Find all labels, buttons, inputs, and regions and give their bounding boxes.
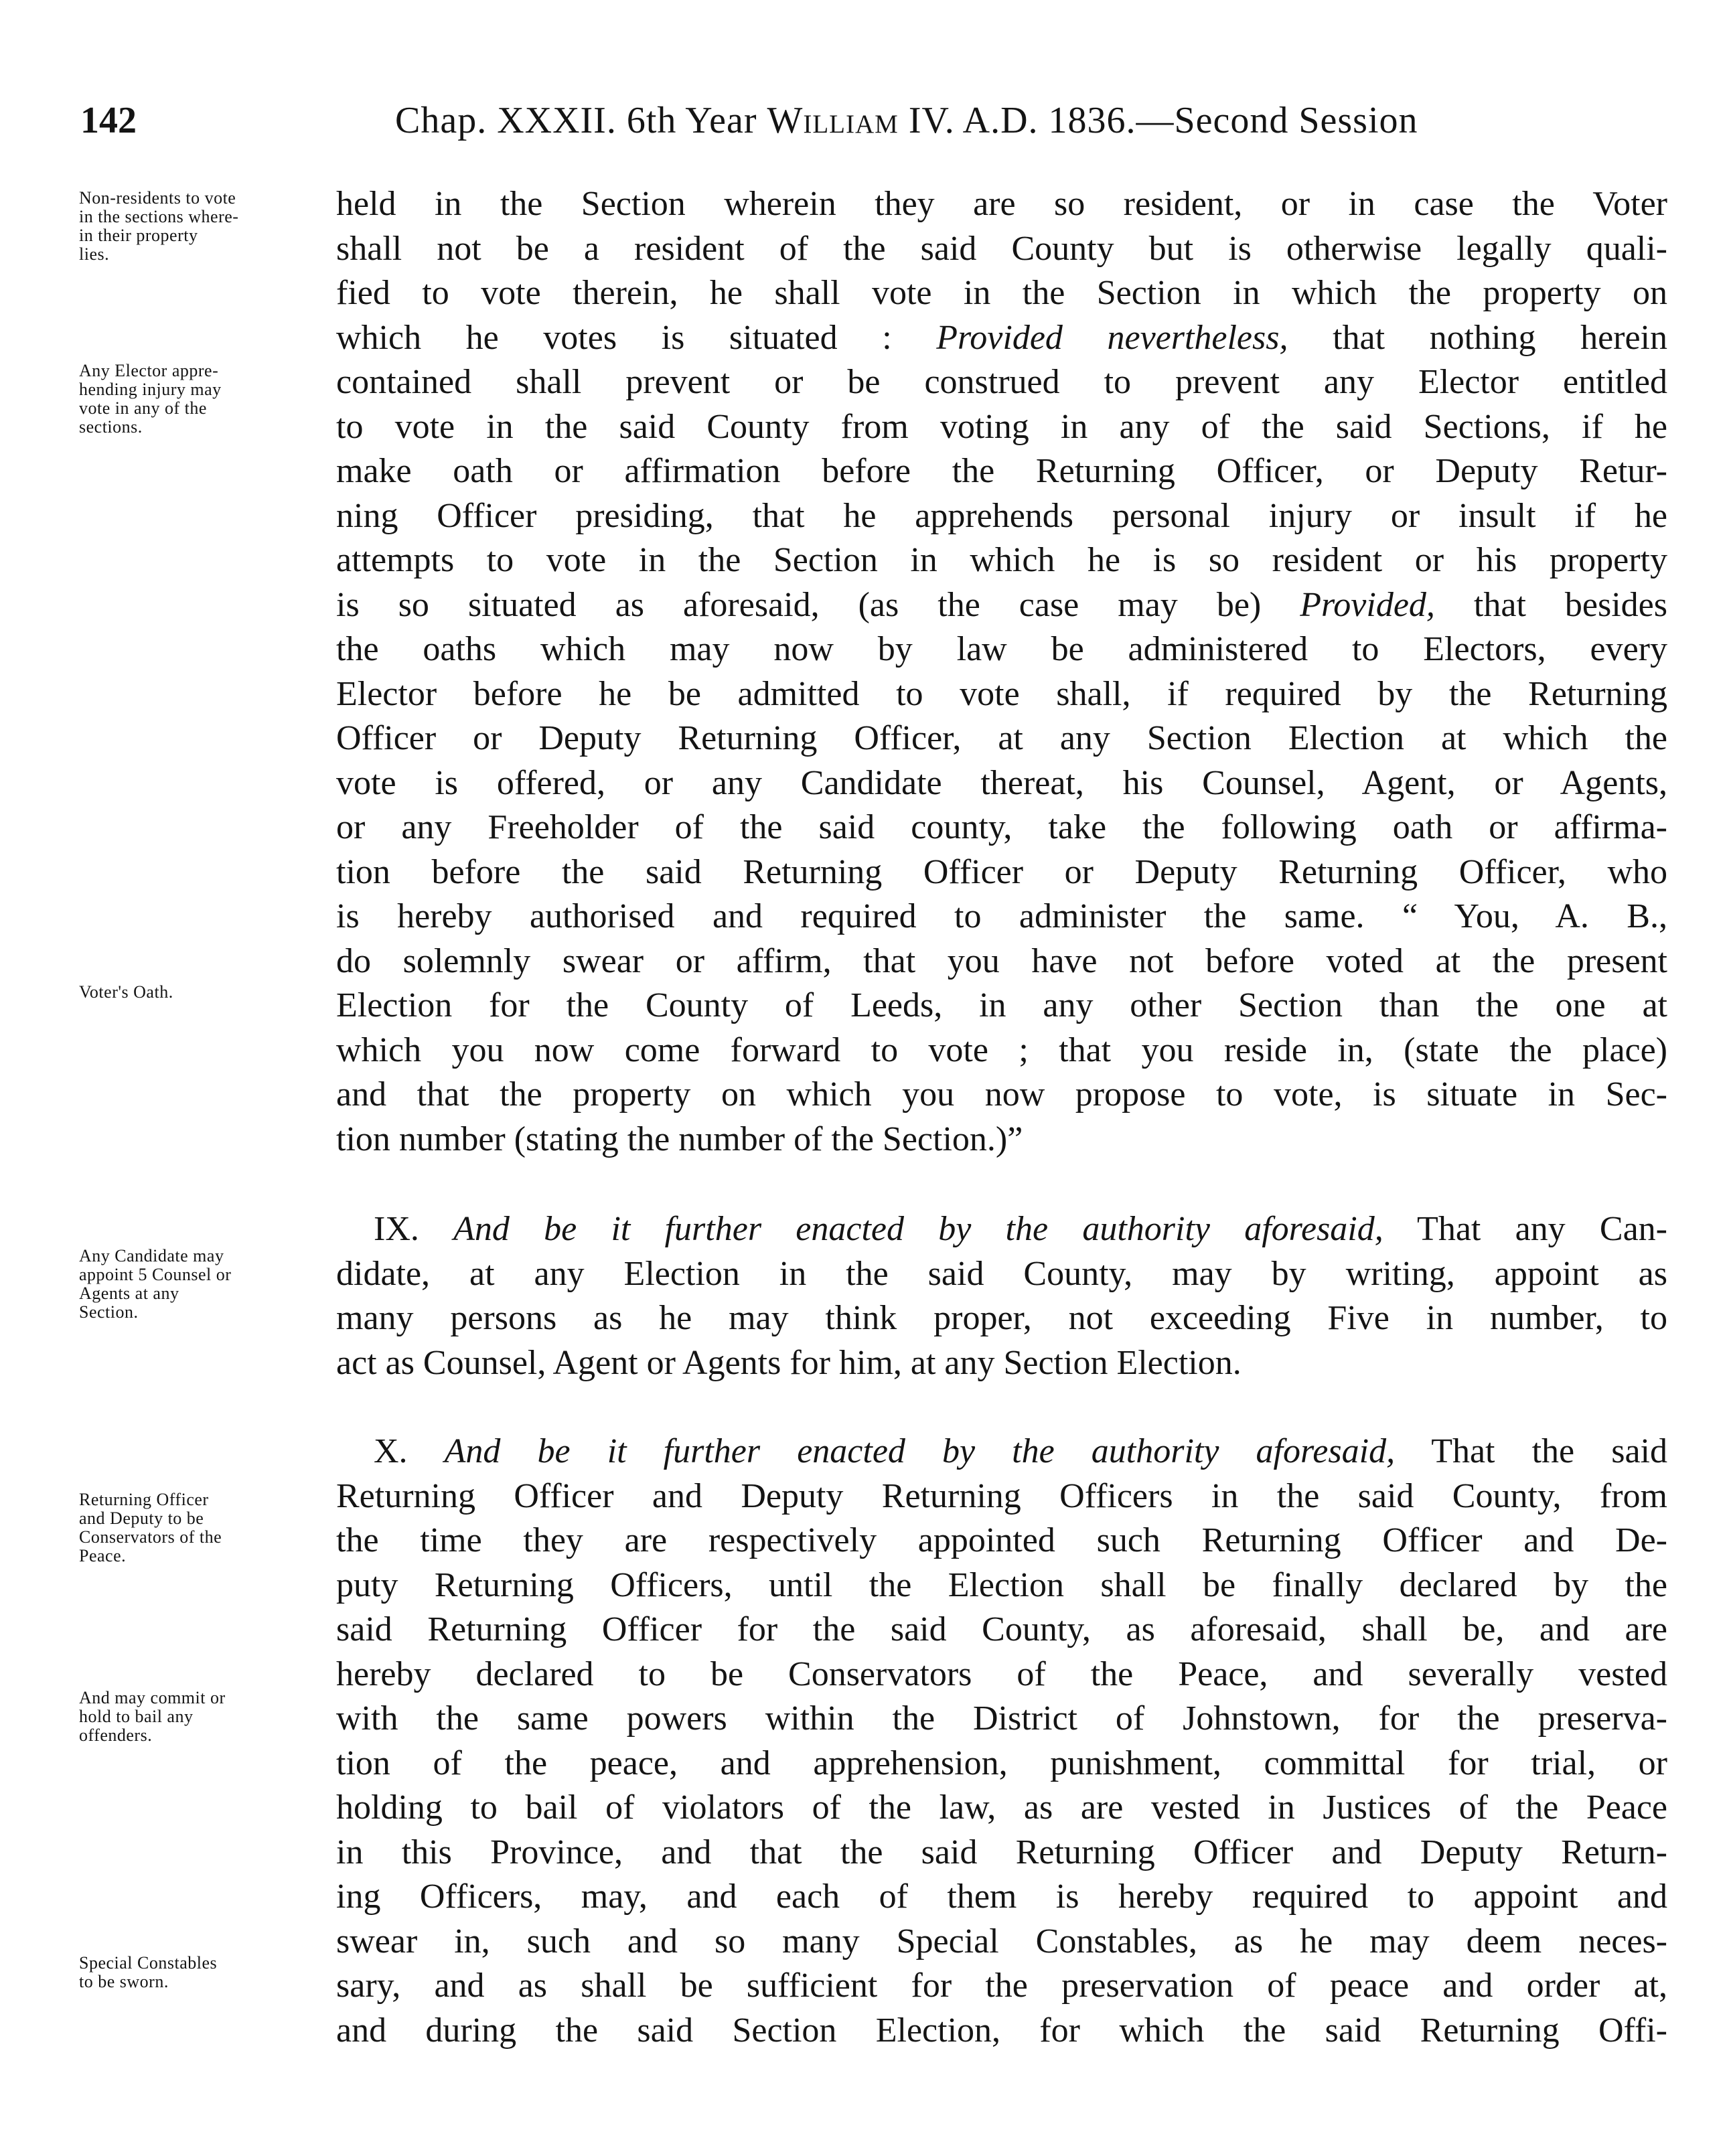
margin-note-voters-oath [79, 983, 333, 1002]
margin-note-line: Any Candidate may [79, 1246, 224, 1265]
margin-note-line: offenders. [79, 1725, 153, 1745]
proviso-italic: Provided nevertheless, [936, 318, 1288, 357]
margin-note-candidate-counsel [79, 1247, 333, 1322]
margin-note-commit-bail [79, 1689, 333, 1745]
text-line: tion before the said Returning Officer or Deputy Returning Officer, who [336, 852, 1667, 891]
margin-note-line: Special Constables [79, 1953, 218, 1973]
paragraph-continued [336, 182, 1667, 1162]
margin-note-line: Agents at any [79, 1284, 179, 1303]
text-line [336, 316, 1667, 361]
text-line: Officer or Deputy Returning Officer, at any Section Election at which the [336, 719, 1667, 757]
text-line: to vote in the said County from voting in any of the said Sections, if he [336, 407, 1667, 446]
text-line: make oath or affirmation before the Returning Officer, or Deputy Retur- [336, 452, 1667, 490]
paragraph-spacer [336, 1162, 1667, 1207]
margin-note-line: Section. [79, 1302, 139, 1322]
margin-note-line: hold to bail any [79, 1707, 194, 1726]
margin-note-line: vote in any of the [79, 398, 207, 418]
text-line: tion number (stating the number of the Section.)” [336, 1120, 1023, 1158]
margin-note-special-constables [79, 1954, 333, 1991]
margin-note-elector-injury [79, 362, 333, 437]
body-text [336, 182, 1667, 2053]
page-number: 142 [80, 100, 137, 141]
text-line: the time they are respectively appointed such Returning Officer and De- [336, 1521, 1667, 1559]
running-head-king: William [767, 100, 899, 141]
text-run: is so situated as aforesaid, (as the case may be) [336, 585, 1300, 624]
text-line: holding to bail of violators of the law, as are vested in Justices of the Peace [336, 1788, 1667, 1827]
margin-note-line: appoint 5 Counsel or [79, 1265, 232, 1284]
text-line: with the same powers within the District of Johnstown, for the preserva- [336, 1699, 1667, 1738]
text-line [336, 1207, 1667, 1252]
text-line: fied to vote therein, he shall vote in the Section in which the property on [336, 274, 1667, 312]
margin-note-line: sections. [79, 417, 143, 437]
margin-note-line: lies. [79, 244, 110, 264]
margin-note-non-residents [79, 189, 333, 264]
text-line: do solemnly swear or affirm, that you have not before voted at the present [336, 941, 1667, 980]
text-line: and during the said Section Election, for which the said Returning Offi- [336, 2011, 1667, 2050]
text-line: Elector before he be admitted to vote shall, if required by the Returning [336, 674, 1667, 713]
text-line: many persons as he may think proper, not exceeding Five in number, to [336, 1299, 1667, 1337]
text-run: That any Can- [1383, 1210, 1667, 1248]
text-line: attempts to vote in the Section in which he is so resident or his property [336, 541, 1667, 579]
section-number: X. [374, 1432, 445, 1470]
margin-note-line: Voter's Oath. [79, 982, 173, 1002]
text-line: didate, at any Election in the said County, may by writing, appoint as [336, 1254, 1667, 1293]
section-number: IX. [374, 1210, 454, 1248]
margin-note-line: and Deputy to be [79, 1509, 204, 1528]
text-line: Returning Officer and Deputy Returning Officers in the said County, from [336, 1476, 1667, 1515]
enacting-clause: And be it further enacted by the authority aforesaid, [444, 1432, 1396, 1470]
text-line: swear in, such and so many Special Constables, as he may deem neces- [336, 1922, 1667, 1960]
text-line: or any Freeholder of the said county, take the following oath or affirma- [336, 808, 1667, 846]
margin-note-line: in their property [79, 226, 198, 245]
text-line: hereby declared to be Conservators of the Peace, and severally vested [336, 1654, 1667, 1693]
text-line: sary, and as shall be sufficient for the preservation of peace and order at, [336, 1967, 1667, 2005]
text-run: which he votes is situated : [336, 318, 937, 357]
margin-note-line: Returning Officer [79, 1490, 209, 1509]
text-line: shall not be a resident of the said County but is otherwise legally quali- [336, 229, 1667, 268]
text-line: held in the Section wherein they are so resident, or in case the Voter [336, 185, 1667, 223]
margin-note-conservators [79, 1490, 333, 1565]
text-line: ing Officers, may, and each of them is hereby required to appoint and [336, 1877, 1667, 1916]
section-x [336, 1430, 1667, 2053]
text-line: tion of the peace, and apprehension, punishment, committal for trial, or [336, 1744, 1667, 1782]
text-line: ning Officer presiding, that he apprehends personal injury or insult if he [336, 496, 1667, 535]
text-line: Election for the County of Leeds, in any other Section than the one at [336, 986, 1667, 1024]
running-head-suffix: IV. A.D. 1836.—Second Session [898, 100, 1418, 141]
margin-note-line: And may commit or [79, 1688, 226, 1707]
text-run: that besides [1434, 585, 1668, 624]
text-line: and that the property on which you now propose to vote, is situate in Sec- [336, 1075, 1667, 1113]
text-line [336, 1430, 1667, 1474]
paragraph-spacer [336, 1385, 1667, 1430]
margin-note-line: Non-residents to vote [79, 188, 236, 208]
margin-note-line: Any Elector appre- [79, 361, 219, 380]
text-line: act as Counsel, Agent or Agents for him, at any Section Election. [336, 1343, 1242, 1382]
page-header [80, 99, 1641, 153]
text-line: the oaths which may now by law be administered to Electors, every [336, 630, 1667, 668]
margin-note-line: to be sworn. [79, 1972, 169, 1991]
running-head-prefix: Chap. XXXII. 6th Year [395, 100, 767, 141]
text-line: in this Province, and that the said Returning Officer and Deputy Return- [336, 1833, 1667, 1871]
text-line: which you now come forward to vote ; that you reside in, (state the place) [336, 1030, 1667, 1069]
section-ix [336, 1207, 1667, 1385]
text-line: puty Returning Officers, until the Election shall be finally declared by the [336, 1565, 1667, 1604]
margin-note-line: hending injury may [79, 380, 222, 399]
text-line [336, 583, 1667, 628]
text-line: said Returning Officer for the said County, as aforesaid, shall be, and are [336, 1610, 1667, 1648]
text-run: That the said [1395, 1432, 1667, 1470]
proviso-italic: Provided, [1300, 585, 1435, 624]
running-head [395, 99, 1418, 142]
text-run: that nothing herein [1288, 318, 1668, 357]
margin-note-line: in the sections where- [79, 207, 239, 226]
text-line: contained shall prevent or be construed to prevent any Elector entitled [336, 363, 1667, 401]
text-line: vote is offered, or any Candidate thereat, his Counsel, Agent, or Agents, [336, 763, 1667, 802]
margin-note-line: Peace. [79, 1546, 127, 1565]
margin-note-line: Conservators of the [79, 1527, 222, 1547]
enacting-clause: And be it further enacted by the authority aforesaid, [453, 1210, 1383, 1248]
text-line: is hereby authorised and required to administer the same. “ You, A. B., [336, 897, 1667, 935]
